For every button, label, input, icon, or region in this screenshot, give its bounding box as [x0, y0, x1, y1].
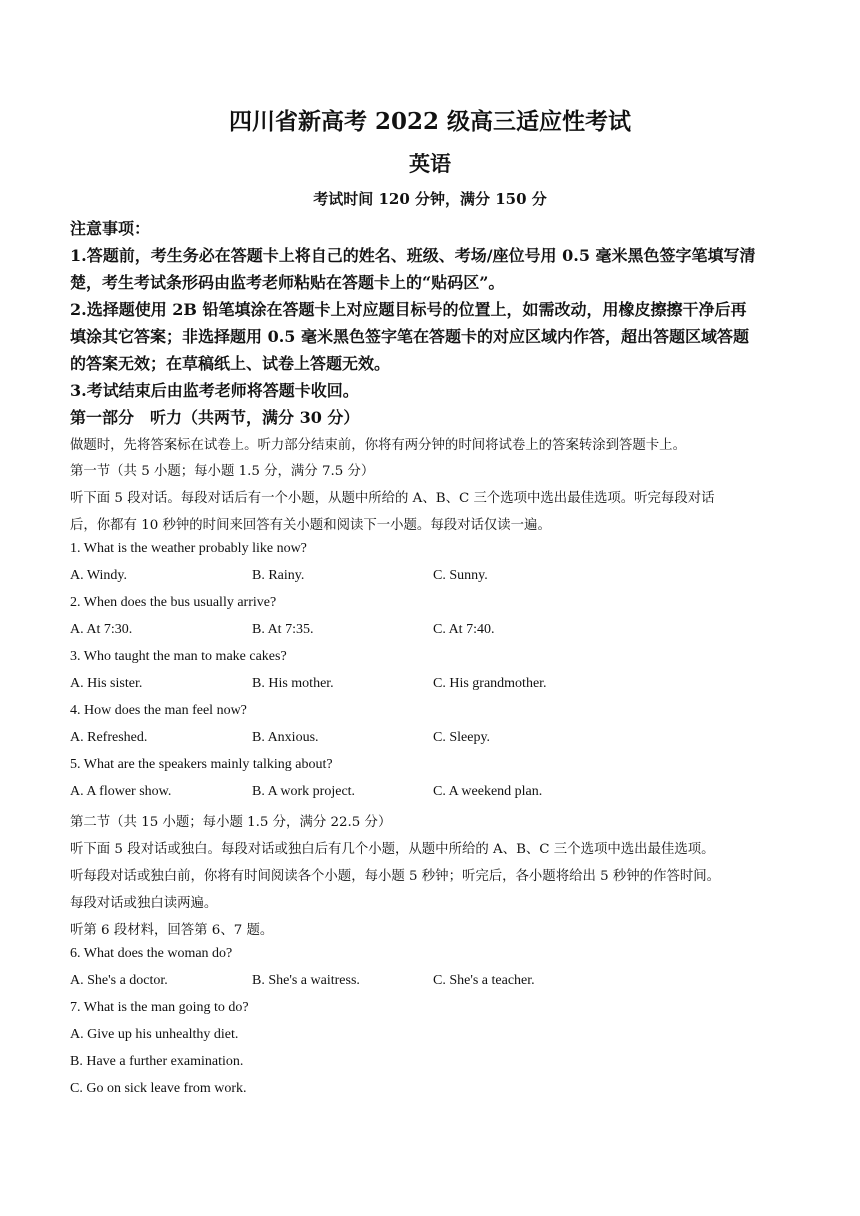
question-1: 1. What is the weather probably like now?: [70, 541, 307, 556]
question-6: 6. What does the woman do?: [70, 946, 233, 961]
option-c: C. Go on sick leave from work.: [70, 1081, 247, 1096]
option-c: C. She's a teacher.: [433, 973, 535, 988]
question-5: 5. What are the speakers mainly talking about?: [70, 757, 333, 772]
exam-info: 考试时间 120 分钟，满分 150 分: [313, 190, 547, 208]
part1-intro: 做题时，先将答案标在试卷上。听力部分结束前，你将有两分钟的时间将试卷上的答案转涂到答题卡上。: [70, 438, 686, 453]
part1-heading: 第一部分 听力（共两节，满分 30 分）: [70, 408, 360, 427]
option-b: B. Have a further examination.: [70, 1054, 244, 1069]
option-c: C. Sleepy.: [433, 730, 491, 745]
section2-directions: 听每段对话或独白前，你将有时间阅读各个小题，每小题 5 秒钟；听完后，各小题将给出 5 秒钟的作答时间。: [70, 869, 721, 884]
question-2: 2. When does the bus usually arrive?: [70, 595, 277, 610]
option-a: A. Refreshed.: [70, 730, 148, 745]
section2-directions: 每段对话或独白读两遍。: [70, 896, 218, 911]
option-b: B. At 7:35.: [252, 622, 314, 637]
notes-line: 楚，考生考试条形码由监考老师粘贴在答题卡上的“贴码区”。: [70, 273, 505, 292]
option-b: B. Rainy.: [252, 568, 305, 583]
option-b: B. A work project.: [252, 784, 356, 799]
section1-directions: 听下面 5 段对话。每段对话后有一个小题，从题中所给的 A、B、C 三个选项中选出最佳选项。听完每段对话: [70, 491, 715, 506]
option-c: C. At 7:40.: [433, 622, 495, 637]
material-6-instruction: 听第 6 段材料，回答第 6、7 题。: [70, 923, 274, 938]
question-7: 7. What is the man going to do?: [70, 1000, 249, 1015]
option-a: A. Windy.: [70, 568, 127, 583]
notes-line: 1.答题前，考生务必在答题卡上将自己的姓名、班级、考场/座位号用 0.5 毫米黑色签字笔填写清: [70, 246, 756, 265]
option-c: C. A weekend plan.: [433, 784, 543, 799]
option-a: A. His sister.: [70, 676, 143, 691]
exam-title: 四川省新高考 2022 级高三适应性考试: [228, 108, 632, 135]
option-a: A. A flower show.: [70, 784, 172, 799]
option-c: C. His grandmother.: [433, 676, 547, 691]
section2-directions: 听下面 5 段对话或独白。每段对话或独白后有几个小题，从题中所给的 A、B、C 三个选项中选出最佳选项。: [70, 842, 715, 857]
option-a: A. She's a doctor.: [70, 973, 168, 988]
option-b: B. Anxious.: [252, 730, 319, 745]
question-4: 4. How does the man feel now?: [70, 703, 247, 718]
subject-title: 英语: [409, 151, 451, 176]
option-c: C. Sunny.: [433, 568, 488, 583]
notes-line: 的答案无效；在草稿纸上、试卷上答题无效。: [70, 354, 391, 373]
section1-heading: 第一节（共 5 小题；每小题 1.5 分，满分 7.5 分）: [70, 464, 375, 479]
option-a: A. At 7:30.: [70, 622, 133, 637]
option-a: A. Give up his unhealthy diet.: [70, 1027, 239, 1042]
question-3: 3. Who taught the man to make cakes?: [70, 649, 287, 664]
option-b: B. She's a waitress.: [252, 973, 360, 988]
notes-line: 2.选择题使用 2B 铅笔填涂在答题卡上对应题目标号的位置上，如需改动，用橡皮擦擦干净后再: [70, 300, 747, 319]
notes-line: 3.考试结束后由监考老师将答题卡收回。: [70, 381, 359, 400]
section2-heading: 第二节（共 15 小题；每小题 1.5 分，满分 22.5 分）: [70, 815, 392, 830]
option-b: B. His mother.: [252, 676, 334, 691]
notes-heading: 注意事项：: [70, 219, 151, 238]
notes-line: 填涂其它答案；非选择题用 0.5 毫米黑色签字笔在答题卡的对应区域内作答，超出答题区域答题: [70, 327, 749, 346]
section1-directions: 后，你都有 10 秒钟的时间来回答有关小题和阅读下一小题。每段对话仅读一遍。: [70, 518, 551, 533]
